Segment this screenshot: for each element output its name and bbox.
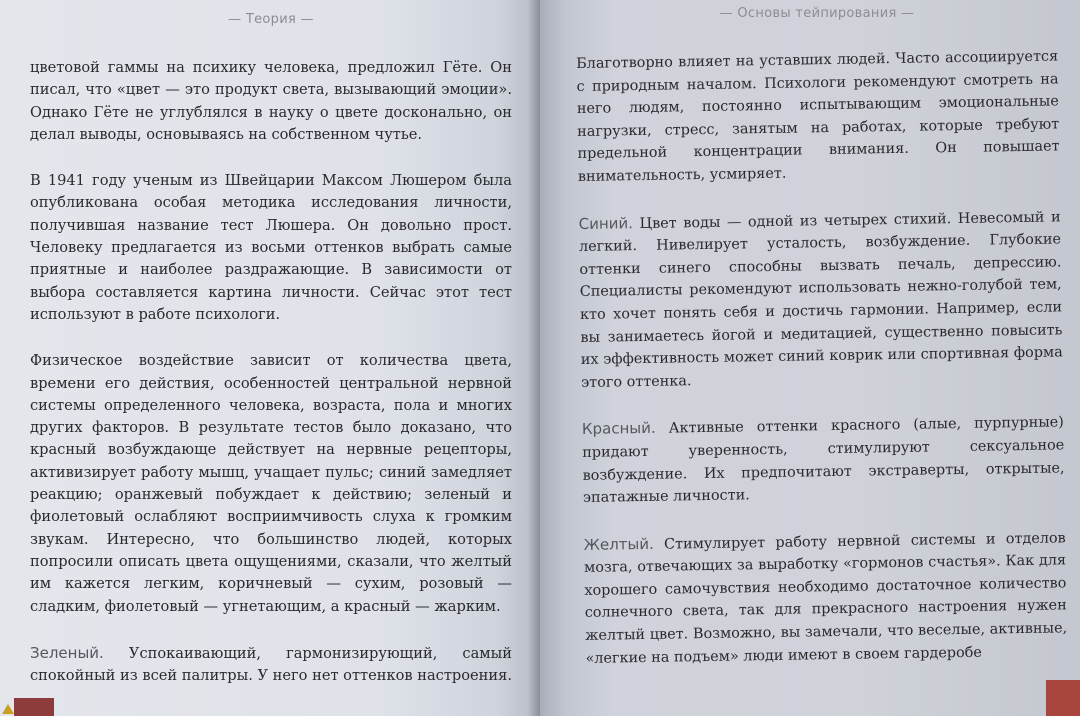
term-green: Зеленый.: [30, 643, 104, 662]
right-paragraph-3: [582, 411, 1065, 510]
corner-mark-icon: [2, 704, 14, 714]
left-page-number-tab: [14, 698, 54, 716]
term-yellow: Желтый.: [583, 534, 654, 554]
left-running-head: — Теория —: [228, 12, 314, 27]
left-paragraph-2: В 1941 году ученым из Швейцарии Максом Люшером была опубликована особая методика исследования личности, получившая название тест Люшера. Он довольно прост. Человеку предлагается из восьми оттенков выбрать самые приятные и наиболее раздражающие. В зависимости от выбора составляется картина личности. Сейчас этот тест используют в работе психологи.: [30, 172, 512, 323]
left-paragraph-1: цветовой гаммы на психику человека, предложил Гёте. Он писал, что «цвет — это продукт света, вызывающий эмоции». Однако Гёте не углублялся в науку о цвете досконально, он делал выводы, основываясь на собственном чутье.: [30, 59, 512, 143]
left-paragraph-4-text: Успокаивающий, гармонизирующий, самый спокойный из всей палитры. У него нет оттенков настроения.: [30, 644, 512, 685]
right-page-text-block: [576, 45, 1068, 670]
right-paragraph-1: Благотворно влияет на уставших людей. Часто ассоциируется с природным началом. Психологи рекомендуют смотреть на него людям, постоянно испытывающим эмоциональные нагрузки, стресс, занятым на работах, которые требуют предельной концентрации внимания. Он повышает внимательность, усмиряет.: [576, 48, 1060, 185]
right-running-head: — Основы тейпирования —: [719, 6, 915, 21]
right-paragraph-4-text: Стимулирует работу нервной системы и отделов мозга, отвечающих за выработку «гормонов счастья». Как для хорошего самочувствия необходимо достаточное количество солнечного света, так для прекрасного настроения нужен желтый цвет. Возможно, вы замечали, что веселые, активные, «легкие на подъем» люди имеют в своем гардеробе: [583, 530, 1068, 667]
term-red: Красный.: [581, 419, 656, 439]
right-paragraph-2-text: Цвет воды — одной из четырех стихий. Невесомый и легкий. Нивелирует усталость, возбуждение. Глубокие оттенки синего способны вызвать печаль, депрессию. Специалисты рекомендуют использовать нежно-голубой тем, кто хочет понять себя и достичь гармонии. Например, если вы занимаетесь йогой и медитацией, существенно повысить их эффективность может синий коврик или спортивная форма этого оттенка.: [578, 208, 1063, 391]
term-blue: Синий.: [578, 213, 634, 233]
right-paragraph-4: [584, 526, 1068, 670]
right-page-number-tab: [1046, 680, 1080, 716]
right-page: [540, 0, 1080, 716]
left-paragraph-4: [30, 642, 512, 688]
right-paragraph-2: [579, 205, 1064, 394]
right-paragraph-3-text: Активные оттенки красного (алые, пурпурные) придают уверенность, стимулируют сексуальное возбуждение. Их предпочитают экстраверты, открытые, эпатажные личности.: [582, 414, 1065, 507]
left-paragraph-3: Физическое воздействие зависит от количества цвета, времени его действия, особенностей центральной нервной системы определенного человека, возраста, пола и многих других факторов. В результате тестов было доказано, что красный возбуждающе действует на нервные рецепторы, активизирует работу мышц, учащает пульс; синий замедляет реакцию; оранжевый побуждает к действию; зеленый и фиолетовый ослабляют восприимчивость слуха к громким звукам. Интересно, что большинство людей, которых попросили описать цвета ощущениями, сказали, что желтый им кажется легким, коричневый — сухим, розовый — сладким, фиолетовый — угнетающим, а красный — жарким.: [30, 352, 512, 615]
